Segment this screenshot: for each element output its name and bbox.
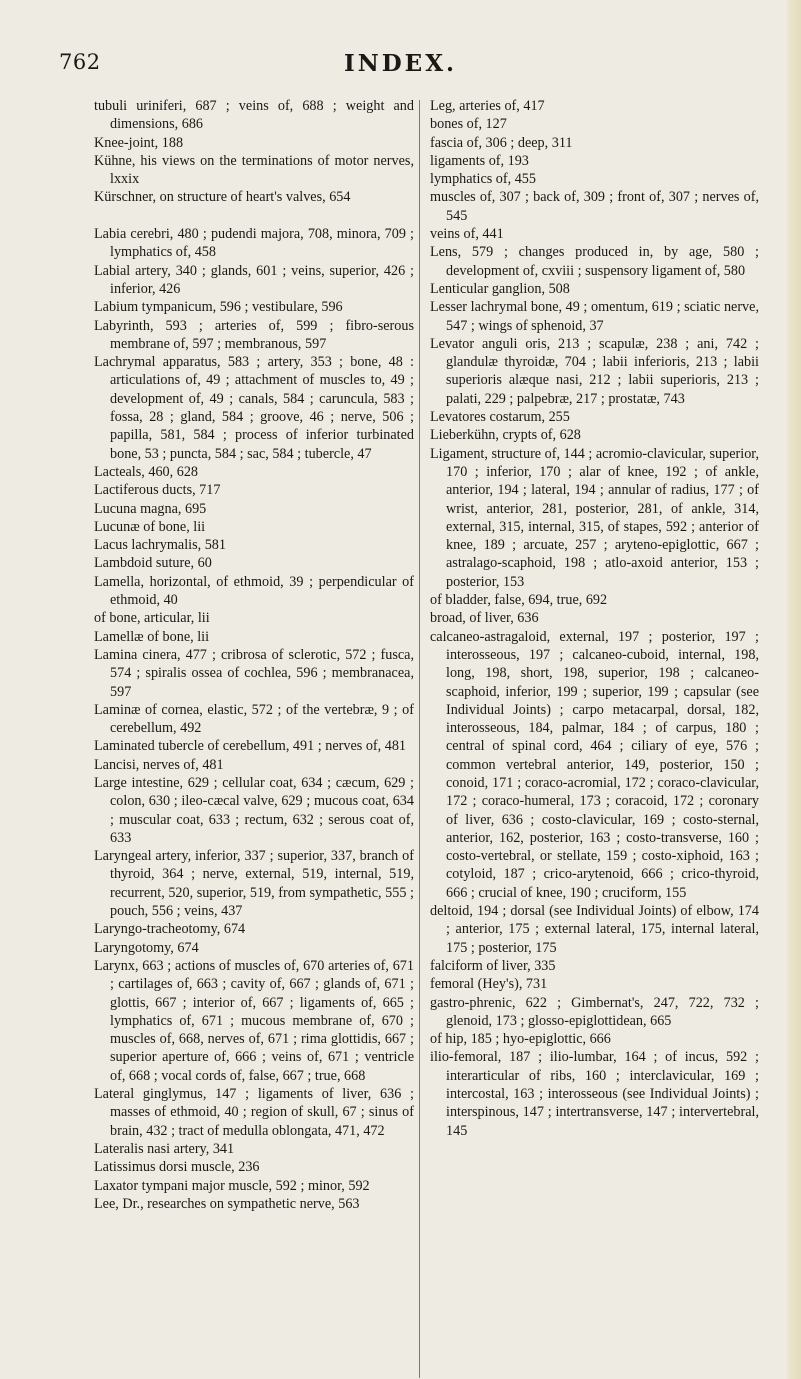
index-entry: Labium tympanicum, 596 ; vestibulare, 596 <box>94 299 343 316</box>
index-entry: Lactiferous ducts, 717 <box>94 482 221 499</box>
index-entry: Large intestine, 629 ; cellular coat, 634 ; cæcum, 629 ; colon, 630 ; ileo-cæcal valve, 629 ; mucous coat, 634 ; muscular coat, 633 ; rectum, 632 ; serous coat of, 633 <box>94 774 414 846</box>
index-entry: Lens, 579 ; changes produced in, by age, 580 ; development of, cxviii ; suspensory ligament of, 580 <box>430 244 759 279</box>
index-entry: of bone, articular, lii <box>94 610 210 627</box>
index-entry: lymphatics of, 455 <box>430 171 536 188</box>
index-entry: Lancisi, nerves of, 481 <box>94 756 224 773</box>
index-entry: muscles of, 307 ; back of, 309 ; front of, 307 ; nerves of, 545 <box>430 189 759 224</box>
index-entry: Lamina cinera, 477 ; cribrosa of sclerotic, 572 ; fusca, 574 ; spiralis ossea of cochlea, 596 ; membranacea, 597 <box>94 646 414 700</box>
index-entry: Lacus lachrymalis, 581 <box>94 537 226 554</box>
index-entry: gastro-phrenic, 622 ; Gimbernat's, 247, 722, 732 ; glenoid, 173 ; glosso-epiglottidean, 665 <box>430 994 759 1029</box>
index-entry: Lambdoid suture, 60 <box>94 555 212 572</box>
page-edge <box>787 0 801 1379</box>
index-entry: Labyrinth, 593 ; arteries of, 599 ; fibro-serous membrane of, 597 ; membranous, 597 <box>94 317 414 352</box>
index-entry: Levatores costarum, 255 <box>430 409 570 426</box>
index-entry: Kühne, his views on the terminations of motor nerves, lxxix <box>94 152 414 188</box>
index-entry: fascia of, 306 ; deep, 311 <box>430 134 573 151</box>
index-column-right <box>430 97 759 1140</box>
index-entry: broad, of liver, 636 <box>430 610 539 627</box>
index-entry: Laryngotomy, 674 <box>94 939 199 956</box>
index-entry: Lacteals, 460, 628 <box>94 463 199 480</box>
index-entry: Lesser lachrymal bone, 49 ; omentum, 619 ; sciatic nerve, 547 ; wings of sphenoid, 37 <box>430 299 759 334</box>
index-entry: Ligament, structure of, 144 ; acromio-clavicular, superior, 170 ; inferior, 170 ; alar of knee, 192 ; of ankle, anterior, 194 ; lateral, 194 ; annular of radius, 177 ; of wrist, anterior, 281, posterior, 281, of ankle, 314, external, 315, internal, 315, of stapes, 592 ; anterior of knee, 189 ; arcuate, 257 ; aryteno-epiglottic, 667 ; astralago-scaphoid, 198 ; atlo-axoid anterior, 153 ; posterior, 153 <box>430 445 759 590</box>
index-entry: Lamellæ of bone, lii <box>94 628 210 645</box>
index-entry: tubuli uriniferi, 687 ; veins of, 688 ; weight and dimensions, 686 <box>94 98 414 133</box>
index-column-left <box>94 97 414 1213</box>
index-entry: Lieberkühn, crypts of, 628 <box>430 427 581 444</box>
index-entry: Leg, arteries of, 417 <box>430 98 545 114</box>
column-divider <box>419 100 420 1378</box>
index-entry: Latissimus dorsi muscle, 236 <box>94 1159 260 1176</box>
index-entry: Laminated tubercle of cerebellum, 491 ; nerves of, 481 <box>94 738 407 755</box>
running-title: INDEX. <box>343 50 458 77</box>
index-entry: Laryngo-tracheotomy, 674 <box>94 921 246 938</box>
index-entry: Lateral ginglymus, 147 ; ligaments of liver, 636 ; masses of ethmoid, 40 ; region of skull, 67 ; sinus of brain, 432 ; tract of medulla oblongata, 471, 472 <box>94 1086 414 1139</box>
index-entry: Lucunæ of bone, lii <box>94 518 206 535</box>
index-entry: Lamella, horizontal, of ethmoid, 39 ; perpendicular of ethmoid, 40 <box>94 573 414 609</box>
index-entry: Levator anguli oris, 213 ; scapulæ, 238 ; ani, 742 ; glandulæ thyroidæ, 704 ; labii inferioris, 213 ; labii superioris alæque nasi, 212 ; labii superioris, 213 ; palati, 229 ; palpebræ, 217 ; prostatæ, 743 <box>430 335 759 407</box>
index-entry: Knee-joint, 188 <box>94 134 184 151</box>
index-entry: Kürschner, on structure of heart's valves, 654 <box>94 189 351 206</box>
index-entry: ligaments of, 193 <box>430 152 529 169</box>
index-entry: deltoid, 194 ; dorsal (see Individual Joints) of elbow, 174 ; anterior, 175 ; external lateral, 175, internal lateral, 175 ; posterior, 175 <box>430 903 759 956</box>
index-entry: of hip, 185 ; hyo-epiglottic, 666 <box>430 1031 611 1048</box>
index-entry: Laminæ of cornea, elastic, 572 ; of the vertebræ, 9 ; of cerebellum, 492 <box>94 701 414 737</box>
index-entry: Lucuna magna, 695 <box>94 500 207 517</box>
index-entry: Lateralis nasi artery, 341 <box>94 1140 235 1157</box>
index-entry: Lee, Dr., researches on sympathetic nerve, 563 <box>94 1195 360 1212</box>
page-header <box>0 50 801 80</box>
index-entry: falciform of liver, 335 <box>430 957 556 974</box>
index-entry: Larynx, 663 ; actions of muscles of, 670 arteries of, 671 ; cartilages of, 663 ; cavity of, 667 ; glands of, 671 ; glottis, 667 ; interior of, 667 ; ligaments of, 665 ; lymphatics of, 671 ; mucous membrane of, 670 ; muscles of, 668, nerves of, 671 ; rima glottidis, 667 ; superior aperture of, 666 ; veins of, 671 ; ventricle of, 668 ; vocal cords of, false, 667 ; true, 668 <box>94 957 414 1084</box>
index-entry: Lenticular ganglion, 508 <box>430 280 570 297</box>
index-entry: ilio-femoral, 187 ; ilio-lumbar, 164 ; of incus, 592 ; interarticular of ribs, 160 ; interclavicular, 169 ; intercostal, 163 ; interosseous (see Individual Joints) ; interspinous, 147 ; intertransverse, 147 ; intervertebral, 145 <box>430 1049 759 1139</box>
index-entry: Labial artery, 340 ; glands, 601 ; veins, superior, 426 ; inferior, 426 <box>94 262 414 297</box>
index-entry: Laryngeal artery, inferior, 337 ; superior, 337, branch of thyroid, 364 ; nerve, external, 519, internal, 519, recurrent, 520, superior, 519, from sympathetic, 555 ; pouch, 556 ; veins, 437 <box>94 848 414 920</box>
index-entry: veins of, 441 <box>430 226 504 243</box>
index-entry: Laxator tympani major muscle, 592 ; minor, 592 <box>94 1177 370 1194</box>
index-entry: bones of, 127 <box>430 116 507 133</box>
index-entry: calcaneo-astragaloid, external, 197 ; posterior, 197 ; interosseous, 197 ; calcaneo-cuboid, internal, 198, long, 198, short, 198, superior, 198 ; calcaneo-scaphoid, inferior, 199 ; superior, 199 ; capsular (see Individual Joints) ; carpo metacarpal, dorsal, 182, interosseous, 184, palmar, 184 ; of carpus, 180 ; central of spinal cord, 464 ; ciliary of eye, 576 ; common vertebral anterior, 149, posterior, 150 ; conoid, 171 ; coraco-acromial, 172 ; coraco-clavicular, 172 ; coraco-humeral, 173 ; coracoid, 172 ; coronary of liver, 636 ; costo-clavicular, 169 ; costo-sternal, anterior, 162, posterior, 163 ; costo-transverse, 160 ; costo-vertebral, or stellate, 159 ; costo-xiphoid, 163 ; cotyloid, 187 ; crico-arytenoid, 666 ; crico-thyroid, 666 ; crucial of knee, 190 ; cruciform, 155 <box>430 628 759 901</box>
index-entry: femoral (Hey's), 731 <box>430 976 548 993</box>
page-number: 762 <box>59 50 101 74</box>
index-entry: of bladder, false, 694, true, 692 <box>430 592 608 609</box>
index-entry: Labia cerebri, 480 ; pudendi majora, 708, minora, 709 ; lymphatics of, 458 <box>94 226 414 261</box>
index-entry: Lachrymal apparatus, 583 ; artery, 353 ; bone, 48 : articulations of, 49 ; attachment of muscles to, 49 ; development of, 49 ; canals, 584 ; caruncula, 583 ; fossa, 28 ; gland, 584 ; groove, 46 ; nerve, 506 ; papilla, 581, 584 ; process of inferior turbinated bone, 53 ; puncta, 584 ; sac, 584 ; tubercle, 47 <box>94 354 414 462</box>
